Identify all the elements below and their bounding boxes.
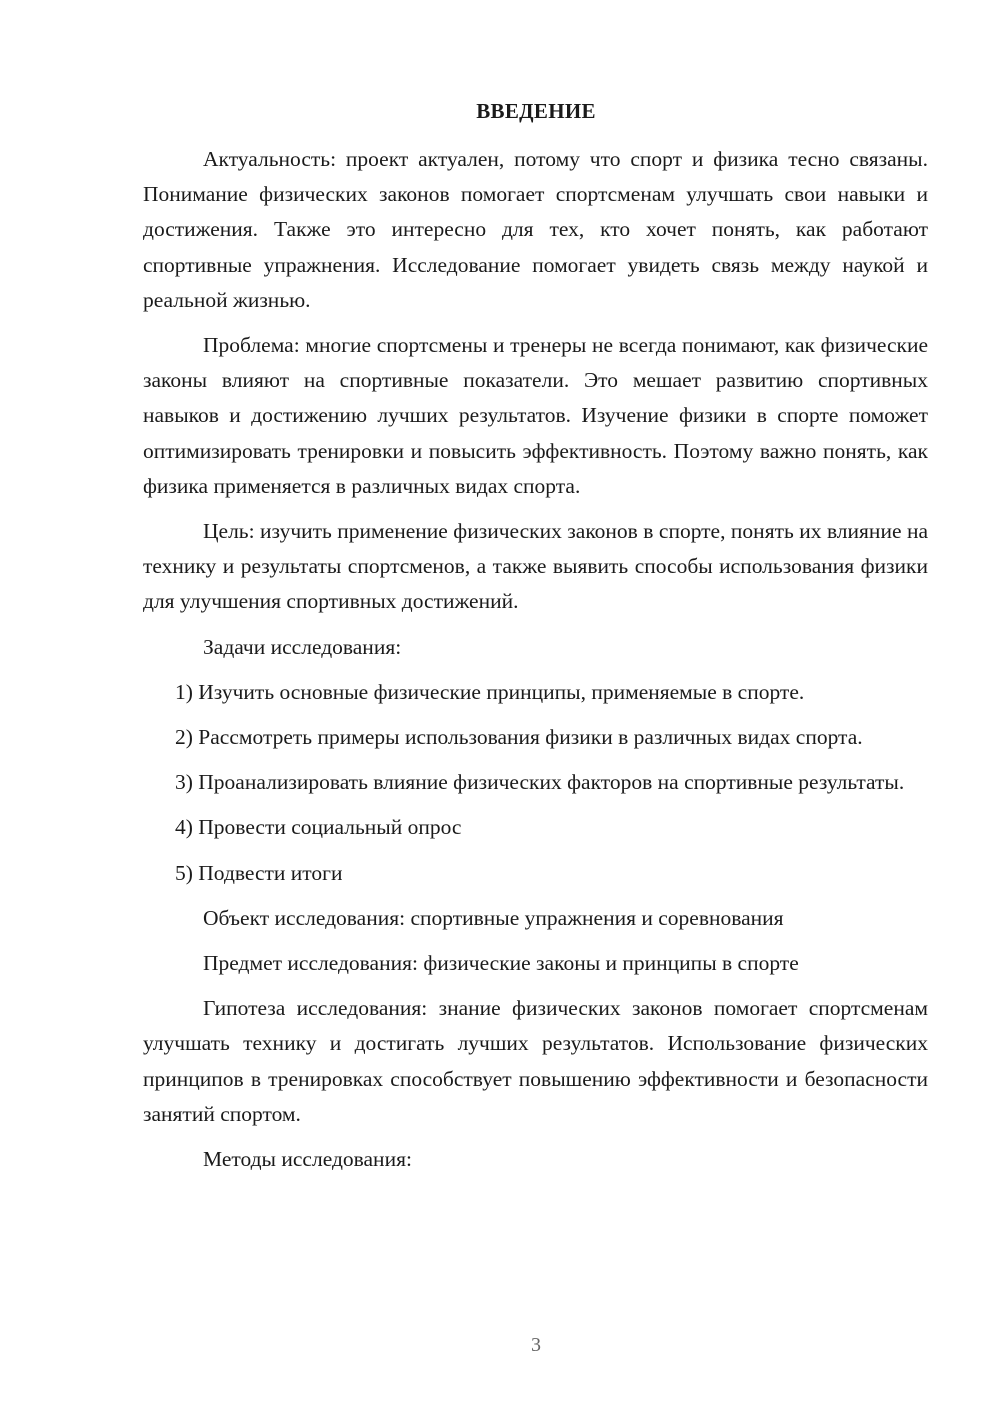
hypothesis-paragraph: Гипотеза исследования: знание физических законов помогает спортсменам улучшать технику и достигать лучших результатов. Использование физических принципов в тренировках способствует повышению эффективности и безопасности занятий спортом. [143,996,928,1126]
task-item-1: 1) Изучить основные физические принципы, применяемые в спорте. [175,679,805,704]
task-item-5: 5) Подвести итоги [175,860,343,885]
page-number: 3 [531,1334,541,1356]
subject-paragraph: Предмет исследования: физические законы и принципы в спорте [203,951,799,976]
problem-paragraph: Проблема: многие спортсмены и тренеры не всегда понимают, как физические законы влияют на спортивные показатели. Это мешает развитию спортивных навыков и достижению лучших результатов. Изучение физики в спорте поможет оптимизировать тренировки и повысить эффективность. Поэтому важно понять, как физика применяется в различных видах спорта. [143,333,928,498]
goal-paragraph: Цель: изучить применение физических законов в спорте, понять их влияние на технику и результаты спортсменов, а также выявить способы использования физики для улучшения спортивных достижений. [143,519,928,614]
page-title: ВВЕДЕНИЕ [476,99,596,123]
document-body [143,142,928,1187]
task-item-3: 3) Проанализировать влияние физических факторов на спортивные результаты. [175,770,905,795]
task-item-2: 2) Рассмотреть примеры использования физики в различных видах спорта. [175,725,863,750]
object-paragraph: Объект исследования: спортивные упражнения и соревнования [203,905,784,930]
task-item-4: 4) Провести социальный опрос [175,815,462,840]
relevance-paragraph: Актуальность: проект актуален, потому что спорт и физика тесно связаны. Понимание физических законов помогает спортсменам улучшать свои навыки и достижения. Также это интересно для тех, кто хочет понять, как работают спортивные упражнения. Исследование помогает увидеть связь между наукой и реальной жизнью. [143,147,928,312]
tasks-heading: Задачи исследования: [203,634,402,659]
methods-heading: Методы исследования: [203,1147,412,1172]
